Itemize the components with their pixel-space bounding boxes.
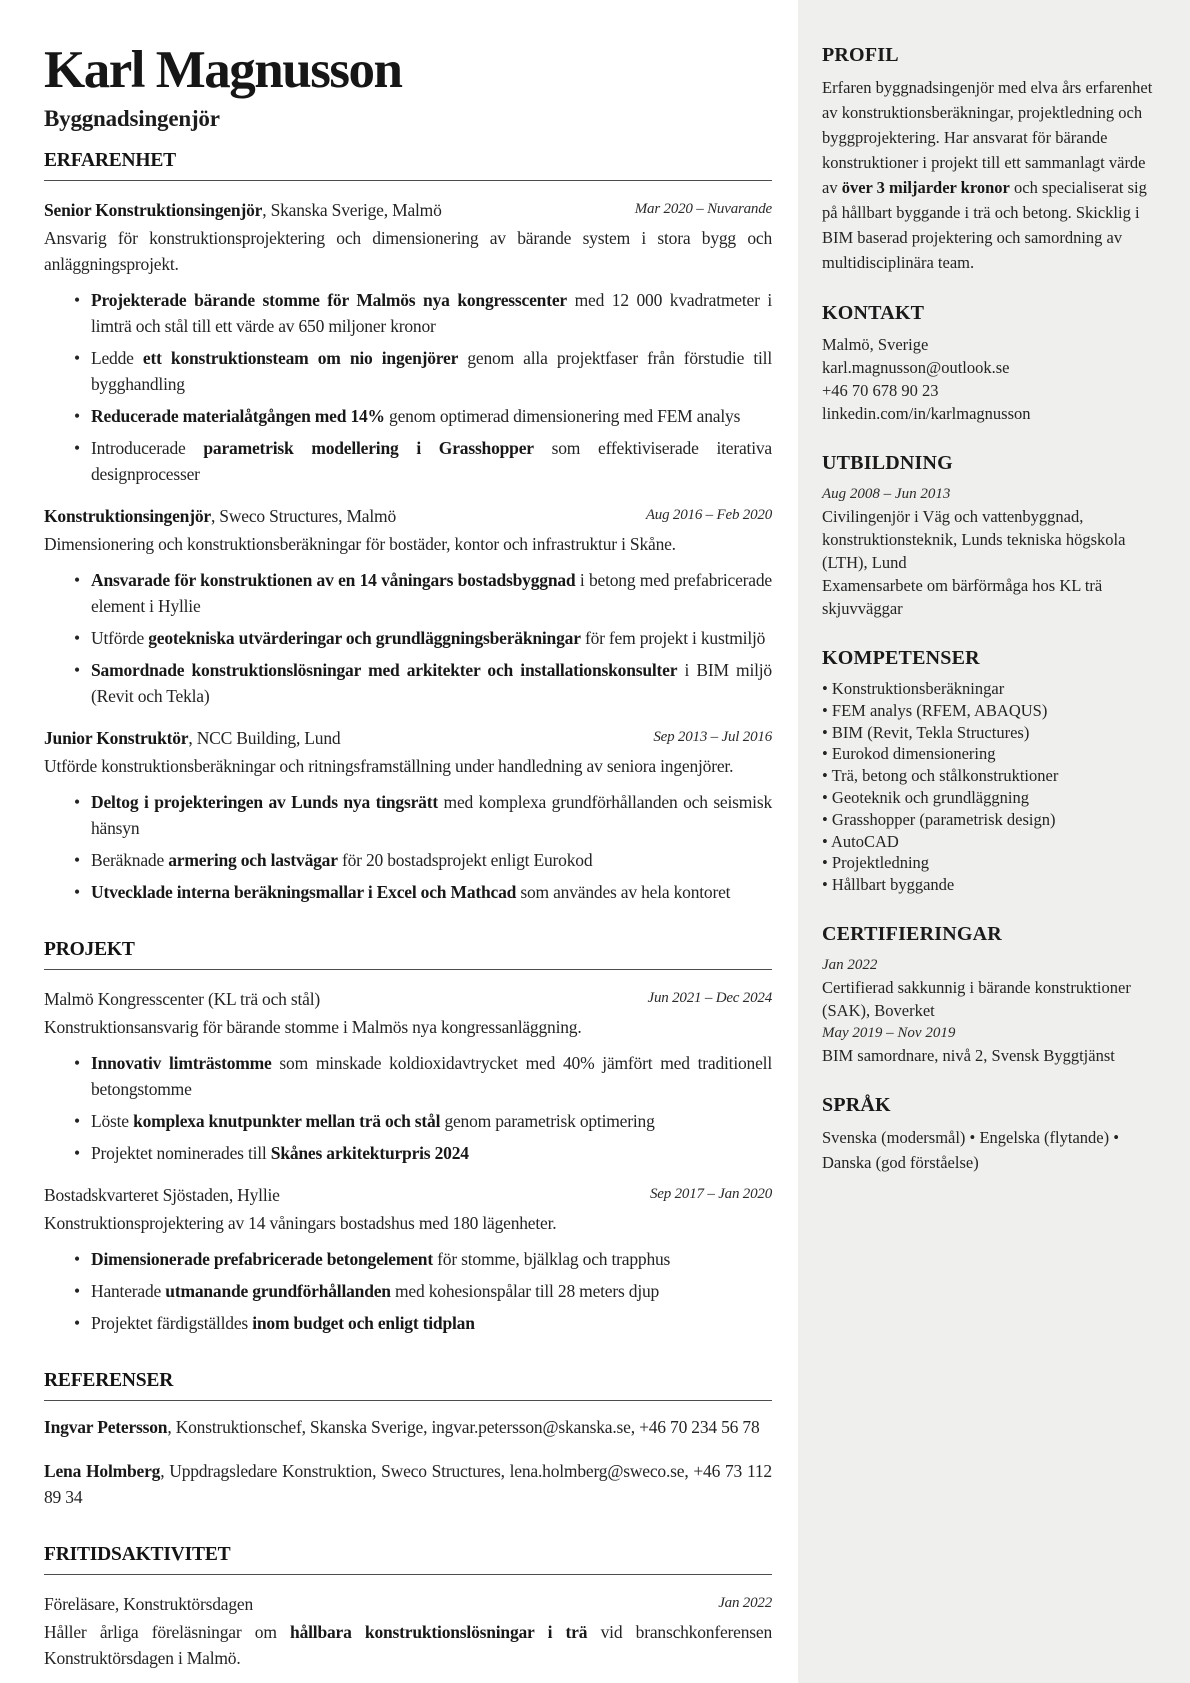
skill-item: • AutoCAD: [822, 831, 1162, 853]
job-description: Utförde konstruktionsberäkningar och ritningsframställning under handledning av seniora ingenjörer.: [44, 756, 734, 776]
sidebar-heading-profil: PROFIL: [822, 44, 899, 66]
bullet-item: • Löste komplexa knutpunkter mellan trä och stål genom parametrisk optimering: [72, 1108, 772, 1134]
skill-item: • FEM analys (RFEM, ABAQUS): [822, 700, 1162, 722]
sidebar-section-utbildning: [822, 452, 1162, 620]
sidebar-section-sprak: [822, 1094, 1162, 1175]
project-description: Konstruktionsprojektering av 14 våningars bostadshus med 180 lägenheter.: [44, 1213, 557, 1233]
bullet-item: • Hanterade utmanande grundförhållanden med kohesionspålar till 28 meters djup: [72, 1278, 772, 1304]
job-date: Sep 2013 – Jul 2016: [653, 729, 772, 745]
project-title: Bostadskvarteret Sjöstaden, Hyllie: [44, 1185, 280, 1205]
job-date: Mar 2020 – Nuvarande: [634, 201, 772, 217]
bullet-item: • Projektet färdigställdes inom budget och enligt tidplan: [72, 1310, 772, 1336]
education-thesis: Examensarbete om bärförmåga hos KL trä skjuvväggar: [822, 576, 1103, 618]
role-subtitle: Byggnadsingenjör: [44, 106, 220, 131]
sidebar-section-kontakt: [822, 302, 1162, 425]
job-title: Senior Konstruktionsingenjör, Skanska Sverige, Malmö: [44, 200, 442, 220]
reference-item: Ingvar Petersson, Konstruktionschef, Skanska Sverige, ingvar.petersson@skanska.se, +46 70 234 56 78: [44, 1417, 760, 1437]
bullet-item: • Projektet nominerades till Skånes arkitekturpris 2024: [72, 1140, 772, 1166]
project-date: Jun 2021 – Dec 2024: [647, 990, 772, 1006]
sidebar-heading-kompetenser: KOMPETENSER: [822, 647, 980, 669]
bullet-item: • Beräknade armering och lastvägar för 20 bostadsprojekt enligt Eurokod: [72, 847, 772, 873]
sidebar-heading-utbildning: UTBILDNING: [822, 452, 953, 474]
bullet-item: • Utförde geotekniska utvärderingar och grundläggningsberäkningar för fem projekt i kustmiljö: [72, 625, 772, 651]
skill-item: • BIM (Revit, Tekla Structures): [822, 722, 1162, 744]
project-bullet-list: [72, 1246, 772, 1336]
job-description: Ansvarig för konstruktionsprojektering och dimensionering av bärande system i stora bygg och anläggningsprojekt.: [44, 228, 772, 274]
bullet-item: • Dimensionerade prefabricerade betongelement för stomme, bjälklag och trapphus: [72, 1246, 772, 1272]
bullet-item: • Ansvarade för konstruktionen av en 14 våningars bostadsbyggnad i betong med prefabricerade element i Hyllie: [72, 567, 772, 619]
bullet-item: • Utvecklade interna beräkningsmallar i Excel och Mathcad som användes av hela kontoret: [72, 879, 772, 905]
experience-entry: [44, 198, 772, 487]
certification-name: Certifierad sakkunnig i bärande konstruktioner (SAK), Boverket: [822, 977, 1131, 1020]
section-heading-referenser: REFERENSER: [44, 1370, 772, 1401]
job-bullet-list: [72, 287, 772, 487]
job-description: Dimensionering och konstruktionsberäkningar för bostäder, kontor och infrastruktur i Skåne.: [44, 534, 676, 554]
section-heading-erfarenhet: ERFARENHET: [44, 150, 772, 181]
activity-description: Håller årliga föreläsningar om hållbara konstruktionslösningar i trä vid branschkonferensen Konstruktörsdagen i Malmö.: [44, 1621, 773, 1668]
reference-item: Lena Holmberg, Uppdragsledare Konstruktion, Sweco Structures, lena.holmberg@sweco.se, +46 73 112 89 34: [44, 1460, 772, 1507]
activity-date: Jan 2022: [718, 1594, 772, 1611]
certification-date: May 2019 – Nov 2019: [822, 1024, 956, 1041]
certification-date: Jan 2022: [822, 956, 878, 973]
entry-header: [44, 987, 772, 1011]
section-heading-projekt: PROJEKT: [44, 939, 772, 970]
profile-text: Erfaren byggnadsingenjör med elva års erfarenhet av konstruktionsberäkningar, projektledning och byggprojektering. Har ansvarat för bärande konstruktioner i projekt till ett sammanlagt värde av över 3 miljarder kronor och specialiserat sig på hållbart byggande i trä och betong. Skicklig i BIM baserad projektering och samordning av multidisciplinära team.: [822, 78, 1153, 272]
experience-entry: [44, 504, 772, 709]
bullet-item: • Introducerade parametrisk modellering i Grasshopper som effektiviserade iterativa designprocesser: [72, 435, 772, 487]
sidebar-heading-certifieringar: CERTIFIERINGAR: [822, 922, 1002, 945]
skill-item: • Hållbart byggande: [822, 874, 1162, 896]
sidebar-section-profil: [822, 44, 1162, 275]
main-column: [44, 0, 772, 1671]
sidebar-heading-sprak: SPRÅK: [822, 1093, 891, 1116]
bullet-item: • Projekterade bärande stomme för Malmös nya kongresscenter med 12 000 kvadratmeter i limträ och stål till ett värde av 650 miljoner kronor: [72, 287, 772, 339]
job-bullet-list: [72, 789, 772, 905]
entry-header: [44, 726, 772, 750]
activity-entry: [44, 1592, 772, 1671]
section-heading-fritidsaktivitet: FRITIDSAKTIVITET: [44, 1544, 772, 1575]
page-title: Karl Magnusson: [44, 41, 402, 99]
project-entry: [44, 987, 772, 1166]
bullet-item: • Reducerade materialåtgången med 14% genom optimerad dimensionering med FEM analys: [72, 403, 772, 429]
bullet-item: • Deltog i projekteringen av Lunds nya tingsrätt med komplexa grundförhållanden och seismisk hänsyn: [72, 789, 772, 841]
project-title: Malmö Kongresscenter (KL trä och stål): [44, 989, 321, 1009]
job-title: Konstruktionsingenjör, Sweco Structures, Malmö: [44, 506, 396, 526]
activity-title: Föreläsare, Konstruktörsdagen: [44, 1593, 254, 1614]
project-date: Sep 2017 – Jan 2020: [649, 1186, 772, 1202]
certification-name: BIM samordnare, nivå 2, Svensk Byggtjänst: [822, 1045, 1115, 1065]
contact-phone: +46 70 678 90 23: [822, 381, 939, 400]
skill-item: • Eurokod dimensionering: [822, 743, 1162, 765]
bullet-item: • Ledde ett konstruktionsteam om nio ingenjörer genom alla projektfaser från förstudie till bygghandling: [72, 345, 772, 397]
contact-email: karl.magnusson@outlook.se: [822, 358, 1010, 377]
contact-linkedin: linkedin.com/in/karlmagnusson: [822, 404, 1031, 423]
job-bullet-list: [72, 567, 772, 709]
sidebar-section-kompetenser: [822, 647, 1162, 896]
entry-header: [44, 1183, 772, 1207]
education-degree: Civilingenjör i Väg och vattenbyggnad, konstruktionsteknik, Lunds tekniska högskola (LTH), Lund: [822, 507, 1126, 572]
education-date: Aug 2008 – Jun 2013: [822, 486, 951, 502]
sidebar-heading-kontakt: KONTAKT: [822, 302, 925, 324]
skills-list: [822, 678, 1162, 896]
entry-header: [44, 1592, 772, 1616]
entry-header: [44, 198, 772, 222]
languages-text: Svenska (modersmål) • Engelska (flytande) • Danska (god förståelse): [822, 1127, 1120, 1172]
skill-item: • Konstruktionsberäkningar: [822, 678, 1162, 700]
project-entry: [44, 1183, 772, 1336]
skill-item: • Projektledning: [822, 852, 1162, 874]
skill-item: • Grasshopper (parametrisk design): [822, 809, 1162, 831]
sidebar-section-certifieringar: [822, 923, 1162, 1067]
bullet-item: • Innovativ limträstomme som minskade koldioxidavtrycket med 40% jämfört med traditionell betongstomme: [72, 1050, 772, 1102]
contact-location: Malmö, Sverige: [822, 335, 929, 354]
project-bullet-list: [72, 1050, 772, 1166]
experience-entry: [44, 726, 772, 905]
skill-item: • Trä, betong och stålkonstruktioner: [822, 765, 1162, 787]
project-description: Konstruktionsansvarig för bärande stomme i Malmös nya kongressanläggning.: [44, 1017, 582, 1037]
entry-header: [44, 504, 772, 528]
job-title: Junior Konstruktör, NCC Building, Lund: [44, 728, 341, 748]
sidebar: [798, 0, 1190, 1683]
skill-item: • Geoteknik och grundläggning: [822, 787, 1162, 809]
job-date: Aug 2016 – Feb 2020: [645, 507, 772, 523]
bullet-item: • Samordnade konstruktionslösningar med arkitekter och installationskonsulter i BIM miljö (Revit och Tekla): [72, 657, 772, 709]
